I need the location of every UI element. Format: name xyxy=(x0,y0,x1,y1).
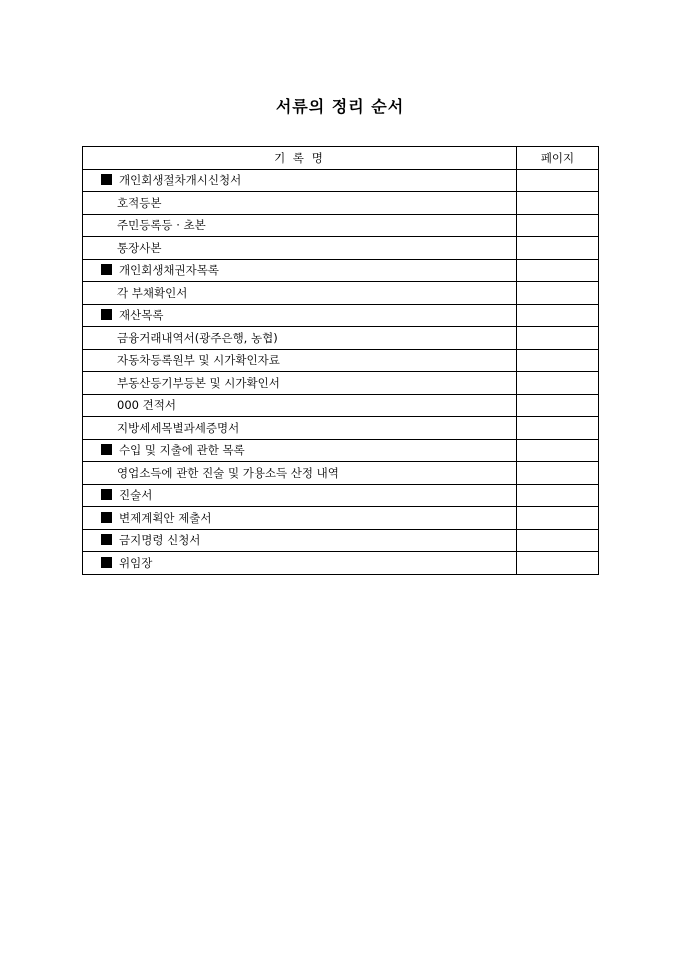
header-page: 페이지 xyxy=(517,147,599,170)
record-label: 변제계획안 제출서 xyxy=(119,510,212,525)
document-title: 서류의 정리 순서 xyxy=(275,97,405,116)
black-square-bullet-icon xyxy=(101,309,112,320)
record-label: 금지명령 신청서 xyxy=(119,533,201,548)
section-item xyxy=(83,259,517,282)
table-row xyxy=(83,304,599,327)
page-cell xyxy=(517,192,599,215)
table-header-row xyxy=(83,147,599,170)
section-item xyxy=(83,169,517,192)
black-square-bullet-icon xyxy=(101,264,112,275)
black-square-bullet-icon xyxy=(101,444,112,455)
table-row xyxy=(83,394,599,417)
record-label: 금융거래내역서(광주은행, 농협) xyxy=(117,330,278,345)
sub-item xyxy=(83,192,517,215)
record-label: 수입 및 지출에 관한 목록 xyxy=(119,443,245,458)
sub-item xyxy=(83,237,517,260)
table-row xyxy=(83,484,599,507)
record-label: 진술서 xyxy=(119,488,153,503)
record-label: 위임장 xyxy=(119,555,153,570)
table-row xyxy=(83,507,599,530)
table-row xyxy=(83,192,599,215)
record-label: 개인회생절차개시신청서 xyxy=(119,173,242,188)
record-label: 부동산등기부등본 및 시가확인서 xyxy=(117,375,280,390)
page-cell xyxy=(517,214,599,237)
page-cell xyxy=(517,439,599,462)
page-cell xyxy=(517,417,599,440)
table-row xyxy=(83,259,599,282)
section-item xyxy=(83,304,517,327)
record-label: 호적등본 xyxy=(117,195,162,210)
section-item xyxy=(83,552,517,575)
page-cell xyxy=(517,282,599,305)
section-item xyxy=(83,507,517,530)
page-cell xyxy=(517,394,599,417)
record-label: 각 부채확인서 xyxy=(117,285,188,300)
black-square-bullet-icon xyxy=(101,557,112,568)
black-square-bullet-icon xyxy=(101,489,112,500)
record-label: 자동차등록원부 및 시가확인자료 xyxy=(117,353,280,368)
sub-item xyxy=(83,372,517,395)
sub-item xyxy=(83,349,517,372)
records-table xyxy=(82,146,599,575)
table-row xyxy=(83,439,599,462)
sub-item xyxy=(83,282,517,305)
section-item xyxy=(83,439,517,462)
table-row xyxy=(83,214,599,237)
record-label: 개인회생채권자목록 xyxy=(119,263,219,278)
sub-item xyxy=(83,394,517,417)
page-cell xyxy=(517,484,599,507)
record-label: 주민등록등 · 초본 xyxy=(117,218,206,233)
page-cell xyxy=(517,507,599,530)
table-row xyxy=(83,462,599,485)
table-row xyxy=(83,529,599,552)
sub-item xyxy=(83,417,517,440)
table-row xyxy=(83,169,599,192)
page-cell xyxy=(517,169,599,192)
header-record-name: 기 록 명 xyxy=(83,147,517,170)
table-row xyxy=(83,349,599,372)
table-row xyxy=(83,417,599,440)
sub-item xyxy=(83,327,517,350)
sub-item xyxy=(83,214,517,237)
page-cell xyxy=(517,372,599,395)
table-row xyxy=(83,237,599,260)
black-square-bullet-icon xyxy=(101,534,112,545)
sub-item xyxy=(83,462,517,485)
page-cell xyxy=(517,462,599,485)
section-item xyxy=(83,529,517,552)
table-row xyxy=(83,327,599,350)
black-square-bullet-icon xyxy=(101,174,112,185)
record-label: 영업소득에 관한 진술 및 가용소득 산정 내역 xyxy=(117,465,339,480)
page-cell xyxy=(517,529,599,552)
section-item xyxy=(83,484,517,507)
page-cell xyxy=(517,304,599,327)
page-cell xyxy=(517,327,599,350)
table-row xyxy=(83,552,599,575)
page-cell xyxy=(517,237,599,260)
record-label: 지방세세목별과세증명서 xyxy=(117,420,240,435)
black-square-bullet-icon xyxy=(101,512,112,523)
table-row xyxy=(83,282,599,305)
table-row xyxy=(83,372,599,395)
record-label: 통장사본 xyxy=(117,240,162,255)
page-cell xyxy=(517,552,599,575)
page-cell xyxy=(517,349,599,372)
record-label: 000 견적서 xyxy=(117,398,176,413)
record-label: 재산목록 xyxy=(119,308,164,323)
page-cell xyxy=(517,259,599,282)
